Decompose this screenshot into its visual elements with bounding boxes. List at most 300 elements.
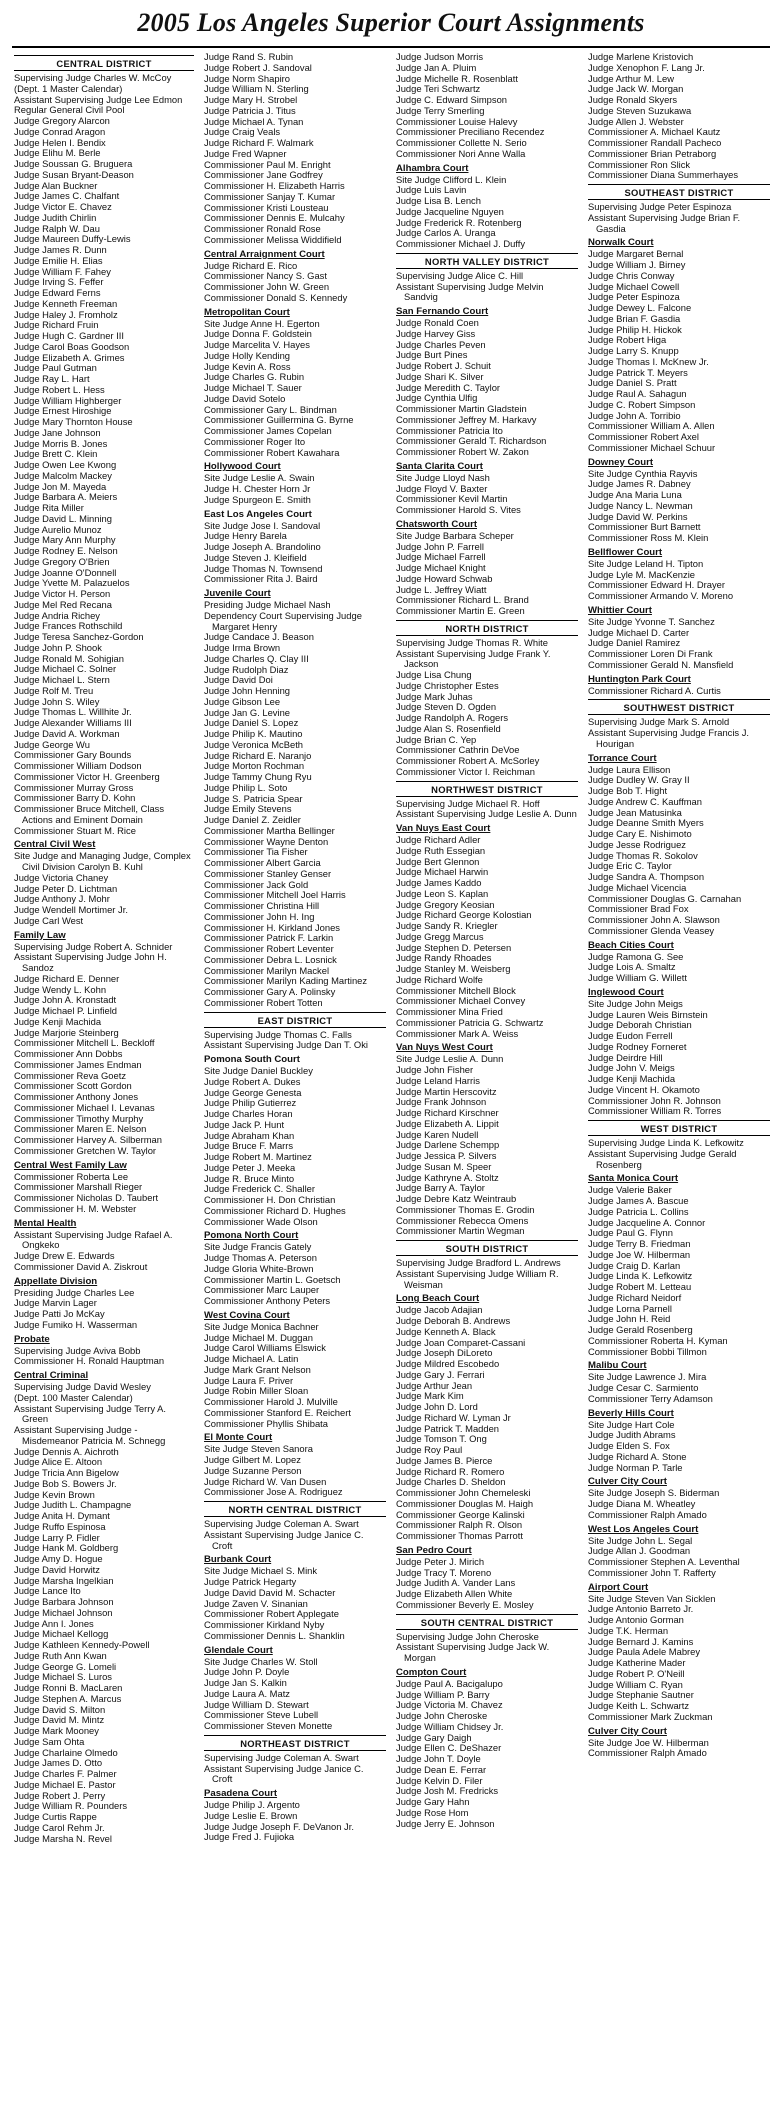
assignment-entry: Judge Mark Kim bbox=[396, 1390, 464, 1402]
court-group bbox=[396, 163, 578, 250]
assignment-entry: Commissioner Barry D. Kohn bbox=[14, 792, 136, 804]
assignment-entry: Judge Sam Ohta bbox=[14, 1735, 85, 1747]
assignment-entry: Judge Judson Morris bbox=[396, 52, 484, 62]
court-heading: San Fernando Court bbox=[396, 306, 489, 317]
assignment-entry: Judge Ellen C. DeShazer bbox=[396, 1742, 502, 1754]
assignment-entry: Judge Ramona G. See bbox=[588, 950, 684, 962]
assignment-entry: Judge Carl West bbox=[14, 914, 84, 926]
assignment-entry: Judge Jacob Adajian bbox=[396, 1304, 483, 1316]
assignment-entry: Judge Jessica P. Silvers bbox=[396, 1150, 497, 1161]
court-heading: Probate bbox=[14, 1333, 50, 1345]
assignment-list bbox=[14, 1172, 194, 1215]
assignment-entry: Judge Zaven V. Sinanian bbox=[204, 1597, 308, 1609]
assignment-entry: Commissioner H. Ronald Hauptman bbox=[14, 1355, 165, 1367]
assignment-entry: Commissioner Roberta H. Kyman bbox=[588, 1334, 728, 1346]
assignment-entry: Assistant Supervising Judge Lee Edmon bbox=[14, 93, 183, 105]
assignment-entry: Judge Dean E. Ferrar bbox=[396, 1763, 487, 1775]
assignment-entry: Supervising Judge Charles W. McCoy bbox=[14, 72, 172, 83]
assignment-entry: Commissioner Ann Dobbs bbox=[14, 1048, 123, 1059]
court-heading: Beverly Hills Court bbox=[588, 1407, 674, 1419]
assignment-entry: Judge Deirdre Hill bbox=[588, 1051, 663, 1063]
assignment-entry: Judge Michael Harwin bbox=[396, 866, 489, 878]
assignment-entry: Judge Linda K. Lefkowitz bbox=[588, 1270, 693, 1282]
assignment-entry: Judge Deborah B. Andrews bbox=[396, 1315, 511, 1326]
assignment-entry: Commissioner John R. Johnson bbox=[588, 1094, 721, 1106]
assignment-entry: Assistant Supervising Judge Melvin Sandvig bbox=[396, 280, 544, 303]
assignment-entry: Judge Richard Wolfe bbox=[396, 973, 483, 985]
district-heading: SOUTH DISTRICT bbox=[396, 1240, 578, 1256]
assignment-entry: Judge William F. Fahey bbox=[14, 265, 111, 277]
court-group bbox=[396, 306, 578, 458]
assignment-list bbox=[588, 249, 770, 453]
assignment-entry: Judge Michael E. Pastor bbox=[14, 1778, 116, 1790]
assignment-list bbox=[396, 1258, 578, 1290]
assignment-entry: Commissioner Gary Bounds bbox=[14, 749, 132, 761]
assignment-entry: Judge Gibson Lee bbox=[204, 695, 281, 707]
assignment-entry: Commissioner Nori Anne Walla bbox=[396, 147, 526, 159]
assignment-entry: (Dept. 100 Master Calendar) bbox=[14, 1391, 133, 1403]
assignment-entry: Commissioner Mitchell Block bbox=[396, 984, 516, 996]
assignment-list bbox=[588, 1372, 770, 1404]
assignment-entry: Judge Robert Higa bbox=[588, 334, 667, 346]
assignment-list bbox=[396, 799, 578, 821]
assignment-entry: Site Judge Hart Cole bbox=[588, 1418, 675, 1430]
assignment-entry: Judge David S. Milton bbox=[14, 1703, 106, 1715]
assignment-entry: Site Judge and Managing Judge, Complex Civil Division Carolyn B. Kuhl bbox=[14, 850, 191, 872]
assignment-entry: Judge Robert J. Schuit bbox=[396, 360, 491, 371]
assignment-entry: Assistant Supervising Judge William R. Weisman bbox=[396, 1267, 559, 1290]
assignment-entry: Judge Howard Schwab bbox=[396, 572, 493, 584]
assignment-entry: Site Judge Clifford L. Klein bbox=[396, 173, 507, 185]
assignment-entry: Supervising Judge Linda K. Lefkowitz bbox=[588, 1137, 744, 1148]
assignment-entry: Judge James A. Bascue bbox=[588, 1195, 689, 1206]
assignment-entry: Judge Owen Lee Kwong bbox=[14, 459, 117, 470]
assignment-entry: Judge Andria Richey bbox=[14, 609, 100, 621]
assignment-entry: Commissioner Richard L. Brand bbox=[396, 594, 529, 606]
assignment-entry: Assistant Supervising Judge Francis J. Hourigan bbox=[588, 727, 750, 749]
assignment-entry: Judge Paul A. Bacigalupo bbox=[396, 1677, 503, 1689]
assignment-entry: Commissioner Richard A. Curtis bbox=[588, 684, 721, 696]
assignment-entry: Judge Gregory Alarcon bbox=[14, 115, 110, 126]
assignment-entry: Judge Keith L. Schwartz bbox=[588, 1700, 690, 1711]
assignment-entry: Judge Aurelio Munoz bbox=[14, 523, 102, 535]
court-group bbox=[396, 823, 578, 1039]
court-group bbox=[204, 1230, 386, 1307]
assignment-entry: Judge Richard E. Denner bbox=[14, 972, 120, 984]
court-group bbox=[588, 547, 770, 602]
assignment-entry: Judge Donna F. Goldstein bbox=[204, 328, 312, 340]
assignment-entry: Commissioner Wayne Denton bbox=[204, 835, 329, 847]
assignment-entry: Judge Alan S. Rosenfield bbox=[396, 722, 501, 734]
assignment-entry: Judge T.K. Herman bbox=[588, 1624, 669, 1636]
assignment-entry: Judge C. Edward Simpson bbox=[396, 94, 507, 105]
assignment-entry: Judge Jane Johnson bbox=[14, 426, 101, 438]
assignment-entry: Judge William D. Stewart bbox=[204, 1698, 309, 1710]
assignment-entry: Commissioner Diana Summerhayes bbox=[588, 169, 739, 181]
assignment-entry: Commissioner Rebecca Omens bbox=[396, 1214, 529, 1226]
assignment-entry: Judge David Sotelo bbox=[204, 392, 286, 404]
assignment-entry: Judge Irving S. Feffer bbox=[14, 276, 104, 288]
assignment-entry: Judge Bruce F. Marrs bbox=[204, 1140, 294, 1152]
assignment-entry: Site Judge Steven Sanora bbox=[204, 1443, 313, 1455]
assignment-entry: Judge James B. Pierce bbox=[396, 1454, 493, 1466]
assignment-entry: Commissioner Nicholas D. Taubert bbox=[14, 1192, 159, 1203]
assignment-entry: Supervising Judge Alice C. Hill bbox=[396, 269, 524, 281]
assignment-entry: Judge John Fisher bbox=[396, 1064, 474, 1075]
court-group bbox=[204, 52, 386, 246]
assignment-entry: Judge Suzanne Person bbox=[204, 1464, 302, 1476]
assignment-entry: Site Judge Yvonne T. Sanchez bbox=[588, 615, 715, 627]
assignment-entry: Site Judge Charles W. Stoll bbox=[204, 1655, 318, 1667]
assignment-entry: Judge Teresa Sanchez-Gordon bbox=[14, 631, 144, 642]
assignment-entry: Commissioner Louise Halevy bbox=[396, 115, 518, 127]
assignment-entry: Judge Mary Thornton House bbox=[14, 416, 133, 427]
assignment-entry: Commissioner Maren E. Nelson bbox=[14, 1123, 147, 1135]
assignment-entry: Judge Margaret Bernal bbox=[588, 248, 684, 260]
assignment-entry: Judge Alice E. Altoon bbox=[14, 1456, 103, 1468]
assignment-entry: Judge Emilie H. Elias bbox=[14, 254, 103, 266]
assignment-entry: Commissioner Stanford E. Reichert bbox=[204, 1406, 351, 1418]
assignment-entry: Commissioner Steve Lubell bbox=[204, 1709, 319, 1721]
assignment-list bbox=[204, 600, 386, 1009]
court-heading: West Covina Court bbox=[204, 1309, 290, 1321]
assignment-entry: Commissioner Phyllis Shibata bbox=[204, 1417, 329, 1429]
assignment-entry: Judge Meredith C. Taylor bbox=[396, 381, 501, 393]
assignment-entry: Judge Steven Suzukawa bbox=[588, 104, 692, 116]
assignment-entry: Judge Gregg Marcus bbox=[396, 930, 484, 942]
assignment-entry: Judge Patrick T. Madden bbox=[396, 1422, 500, 1434]
assignment-entry: Commissioner Robert Applegate bbox=[204, 1608, 339, 1620]
assignment-entry: Judge Michelle R. Rosenblatt bbox=[396, 72, 518, 84]
assignment-entry: Judge Brian C. Yep bbox=[396, 733, 477, 745]
assignment-entry: Assistant Supervising Judge Rafael A. Ongkeko bbox=[14, 1228, 173, 1251]
assignment-entry: Commissioner Ross M. Klein bbox=[588, 532, 709, 543]
assignment-entry: Commissioner Sanjay T. Kumar bbox=[204, 190, 336, 202]
assignment-entry: Judge Jerry E. Johnson bbox=[396, 1817, 495, 1829]
assignment-entry: Commissioner Thomas E. Grodin bbox=[396, 1203, 535, 1215]
assignment-entry: Judge Mark Grant Nelson bbox=[204, 1363, 311, 1375]
assignment-entry: Judge Paul Gutman bbox=[14, 362, 97, 374]
assignment-entry: Judge Veronica McBeth bbox=[204, 738, 304, 750]
assignment-entry: Judge Helen I. Bendix bbox=[14, 136, 106, 148]
assignment-entry: Commissioner Timothy Murphy bbox=[14, 1112, 144, 1124]
assignment-entry: Judge Mark Juhas bbox=[396, 690, 473, 702]
assignment-entry: Judge Marsha N. Revel bbox=[14, 1832, 112, 1844]
assignment-list bbox=[396, 1679, 578, 1830]
assignment-entry: Judge Norm Shapiro bbox=[204, 72, 290, 84]
assignment-entry: Judge Daniel S. Lopez bbox=[204, 717, 299, 729]
assignment-list bbox=[204, 1657, 386, 1732]
assignment-entry: Commissioner Gerald N. Mansfield bbox=[588, 658, 734, 670]
assignment-entry: Judge Tomson T. Ong bbox=[396, 1433, 487, 1445]
assignment-list bbox=[14, 73, 194, 836]
district-heading: NORTH VALLEY DISTRICT bbox=[396, 253, 578, 269]
assignment-entry: Commissioner Collette N. Serio bbox=[396, 137, 527, 148]
assignment-entry: Site Judge Francis Gately bbox=[204, 1241, 312, 1253]
assignment-list bbox=[588, 717, 770, 749]
assignment-entry: Commissioner Harvey A. Silberman bbox=[14, 1134, 162, 1145]
assignment-entry: Judge Philip K. Mautino bbox=[204, 728, 303, 739]
assignment-entry: Judge Michael Knight bbox=[396, 562, 486, 573]
assignment-entry: Commissioner Robert Kawahara bbox=[204, 446, 340, 458]
district-heading: NORTH DISTRICT bbox=[396, 620, 578, 636]
assignment-entry: Judge Laura A. Matz bbox=[204, 1687, 290, 1699]
assignment-entry: Judge Patti Jo McKay bbox=[14, 1308, 105, 1319]
assignment-entry: Judge Ronni B. MacLaren bbox=[14, 1682, 123, 1693]
assignment-list bbox=[14, 1288, 194, 1331]
assignment-entry: Judge James C. Chalfant bbox=[14, 190, 120, 202]
assignment-entry: Judge Ann I. Jones bbox=[14, 1617, 94, 1629]
assignment-entry: Commissioner Gretchen W. Taylor bbox=[14, 1144, 157, 1156]
assignment-entry: Assistant Supervising Judge Leslie A. Dunn bbox=[396, 808, 577, 820]
court-group bbox=[204, 461, 386, 505]
assignment-entry: Judge Marlene Kristovich bbox=[588, 52, 694, 62]
court-heading: Huntington Park Court bbox=[588, 673, 691, 685]
assignment-entry: Judge Joseph A. Brandolino bbox=[204, 541, 321, 552]
assignment-entry: Regular General Civil Pool bbox=[14, 104, 125, 116]
assignment-entry: Judge Bob T. Hight bbox=[588, 785, 668, 796]
assignment-entry: Commissioner John H. Ing bbox=[204, 910, 315, 922]
assignment-entry: Supervising Judge Bradford L. Andrews bbox=[396, 1257, 561, 1268]
assignment-entry: Commissioner Patricia G. Schwartz bbox=[396, 1016, 544, 1028]
court-heading: Pasadena Court bbox=[204, 1788, 278, 1799]
assignment-entry: Judge Brett C. Klein bbox=[14, 448, 98, 460]
court-group bbox=[14, 1370, 194, 1844]
assignment-entry: Commissioner John W. Green bbox=[204, 281, 330, 292]
assignment-entry: Commissioner Patricia Ito bbox=[396, 424, 503, 436]
assignment-entry: Judge David Doi bbox=[204, 674, 273, 686]
assignment-entry: Judge Tracy T. Moreno bbox=[396, 1566, 492, 1578]
assignment-list bbox=[588, 617, 770, 671]
assignment-entry: Commissioner Harold J. Mulville bbox=[204, 1396, 338, 1407]
assignment-entry: Commissioner Mitchell Joel Harris bbox=[204, 889, 346, 901]
assignment-entry: Judge John V. Meigs bbox=[588, 1062, 675, 1074]
court-heading: Bellflower Court bbox=[588, 546, 663, 558]
court-group bbox=[396, 1042, 578, 1237]
court-group bbox=[204, 1788, 386, 1843]
assignment-entry: Commissioner Edward H. Drayer bbox=[588, 579, 726, 591]
assignment-entry: Judge Curtis Rappe bbox=[14, 1811, 97, 1822]
assignment-list bbox=[396, 1054, 578, 1237]
assignment-entry: Judge Michael D. Carter bbox=[588, 626, 690, 638]
assignment-entry: Judge Rudolph Diaz bbox=[204, 663, 289, 675]
assignment-entry: Assistant Supervising Judge - Misdemeanor Patricia M. Schnegg bbox=[14, 1424, 166, 1446]
assignment-entry: Supervising Judge Thomas R. White bbox=[396, 636, 548, 648]
assignment-list bbox=[396, 531, 578, 617]
assignment-entry: Site Judge John L. Segal bbox=[588, 1534, 693, 1546]
assignment-entry: Commissioner Melissa Widdifield bbox=[204, 233, 342, 245]
assignment-entry: Judge Kevin Brown bbox=[14, 1488, 95, 1500]
assignment-entry: Judge Jan A. Pluim bbox=[396, 61, 477, 73]
district-heading: SOUTH CENTRAL DISTRICT bbox=[396, 1614, 578, 1630]
assignment-entry: Judge Charles Peven bbox=[396, 338, 486, 350]
court-heading: Central Civil West bbox=[14, 839, 96, 851]
assignment-entry: Commissioner Loren Di Frank bbox=[588, 648, 713, 659]
page-title: 2005 Los Angeles Superior Court Assignments bbox=[137, 8, 645, 37]
assignment-entry: Site Judge Jose I. Sandoval bbox=[204, 519, 321, 531]
court-heading: Pomona South Court bbox=[204, 1054, 300, 1065]
assignment-entry: Judge Victoria M. Chavez bbox=[396, 1699, 503, 1711]
assignment-entry: Commissioner Patrick F. Larkin bbox=[204, 932, 334, 944]
assignment-entry: Commissioner Albert Garcia bbox=[204, 857, 321, 868]
assignment-list bbox=[588, 1738, 770, 1760]
district-heading: SOUTHEAST DISTRICT bbox=[588, 184, 770, 200]
assignment-entry: Commissioner Brad Fox bbox=[588, 903, 689, 915]
assignment-entry: Judge Dennis A. Aichroth bbox=[14, 1445, 119, 1457]
assignment-entry: Judge Morris B. Jones bbox=[14, 437, 108, 449]
assignment-list bbox=[588, 1594, 770, 1723]
assignment-entry: Commissioner Robert Leventer bbox=[204, 943, 334, 954]
assignment-entry: Judge Sandra A. Thompson bbox=[588, 871, 705, 882]
assignment-entry: Judge Terry Smerling bbox=[396, 104, 485, 116]
assignment-entry: Judge Kathryne A. Stoltz bbox=[396, 1171, 499, 1183]
court-group bbox=[588, 457, 770, 544]
assignment-entry: Judge Roy Paul bbox=[396, 1444, 463, 1455]
assignment-entry: Supervising Judge Peter Espinoza bbox=[588, 201, 732, 212]
assignment-entry: Commissioner Gerald T. Richardson bbox=[396, 435, 547, 447]
assignment-entry: Commissioner Steven Monette bbox=[204, 1720, 333, 1731]
assignment-entry: Judge Fred Wapner bbox=[204, 147, 287, 159]
assignment-entry: Commissioner William A. Allen bbox=[588, 420, 715, 432]
assignment-entry: Judge Anthony J. Mohr bbox=[14, 893, 110, 905]
assignment-list bbox=[396, 175, 578, 250]
assignment-entry: Judge Daniel Z. Zeidler bbox=[204, 814, 301, 825]
court-group bbox=[14, 73, 194, 836]
assignment-entry: Judge Rose Hom bbox=[396, 1806, 469, 1818]
assignment-entry: Judge Steven J. Kleifield bbox=[204, 551, 307, 563]
assignment-entry: Judge Shari K. Silver bbox=[396, 370, 484, 382]
assignment-entry: Judge Michael T. Sauer bbox=[204, 382, 302, 393]
assignment-entry: Judge Michael L. Stern bbox=[14, 674, 110, 685]
court-group bbox=[204, 1054, 386, 1227]
assignment-entry: Judge George Genesta bbox=[204, 1086, 302, 1098]
assignment-entry: Judge Robert J. Perry bbox=[14, 1789, 106, 1801]
assignment-entry: Judge Susan Bryant-Deason bbox=[14, 168, 134, 180]
assignment-entry: Judge Marsha Ingelkian bbox=[14, 1574, 114, 1586]
assignment-entry: Commissioner David A. Ziskrout bbox=[14, 1260, 148, 1272]
assignment-entry: Commissioner Armando V. Moreno bbox=[588, 590, 734, 601]
assignment-entry: Judge Michael A. Tynan bbox=[204, 115, 304, 127]
assignment-entry: Judge Rodney Forneret bbox=[588, 1040, 687, 1052]
assignment-entry: Judge Barbara A. Meiers bbox=[14, 491, 118, 503]
column-4 bbox=[588, 52, 770, 2104]
assignment-entry: Judge H. Chester Horn Jr bbox=[204, 483, 311, 494]
assignment-entry: Commissioner Kevil Martin bbox=[396, 493, 508, 505]
assignment-entry: Commissioner Bobbi Tillmon bbox=[588, 1345, 707, 1357]
court-heading: Appellate Division bbox=[14, 1275, 98, 1287]
assignment-list bbox=[588, 765, 770, 937]
assignment-entry: Assistant Supervising Judge Dan T. Oki bbox=[204, 1039, 368, 1051]
assignment-entry: Commissioner Murray Gross bbox=[14, 781, 134, 793]
assignment-entry: Commissioner Robert Axel bbox=[588, 431, 699, 442]
assignment-entry: Judge Mark Mooney bbox=[14, 1725, 99, 1736]
assignment-entry: Judge Stanley M. Weisberg bbox=[396, 963, 511, 974]
assignment-entry: (Dept. 1 Master Calendar) bbox=[14, 82, 123, 94]
assignment-entry: Commissioner Victor H. Greenberg bbox=[14, 770, 160, 782]
assignment-entry: Site Judge Joseph S. Biderman bbox=[588, 1487, 720, 1499]
assignment-list bbox=[396, 638, 578, 778]
assignment-entry: Judge Spurgeon E. Smith bbox=[204, 493, 311, 505]
court-group bbox=[204, 509, 386, 586]
assignment-entry: Judge Robert A. Dukes bbox=[204, 1075, 301, 1087]
assignment-entry: Judge Jacqueline Nguyen bbox=[396, 205, 504, 217]
assignment-entry: Judge S. Patricia Spear bbox=[204, 792, 303, 804]
court-heading: Hollywood Court bbox=[204, 461, 281, 473]
assignment-entry: Commissioner Robert W. Zakon bbox=[396, 446, 529, 457]
assignment-entry: Judge John S. Wiley bbox=[14, 695, 100, 707]
court-group bbox=[588, 1173, 770, 1357]
assignment-entry: Judge Richard W. Van Dusen bbox=[204, 1475, 327, 1487]
assignment-entry: Assistant Supervising Judge Gerald Rosenberg bbox=[588, 1147, 737, 1170]
assignment-entry: Judge Thomas L. Willhite Jr. bbox=[14, 706, 132, 718]
assignment-entry: Judge Michael S. Luros bbox=[14, 1671, 112, 1683]
assignment-entry: Judge Peter J. Meeka bbox=[204, 1161, 296, 1173]
assignment-entry: Judge Mary H. Strobel bbox=[204, 94, 298, 105]
district-heading: CENTRAL DISTRICT bbox=[14, 55, 194, 71]
assignment-entry: Judge Mel Red Recana bbox=[14, 598, 112, 610]
assignment-entry: Judge William G. Willett bbox=[588, 972, 687, 983]
assignment-entry: Judge Patricia L. Collins bbox=[588, 1205, 689, 1217]
assignment-entry: Site Judge Lawrence J. Mira bbox=[588, 1371, 707, 1383]
assignment-entry: Judge Ralph W. Dau bbox=[14, 222, 100, 234]
assignment-entry: Commissioner Douglas G. Carnahan bbox=[588, 892, 742, 904]
assignment-entry: Judge Lois A. Smaltz bbox=[588, 961, 676, 973]
assignment-entry: Judge Michael Vicencia bbox=[588, 881, 687, 893]
assignment-entry: Judge Ruth Ann Kwan bbox=[14, 1649, 107, 1661]
assignment-entry: Judge Maureen Duffy-Lewis bbox=[14, 233, 131, 245]
assignment-entry: Judge Jesse Rodriguez bbox=[588, 838, 686, 850]
assignment-entry: Judge Conrad Aragon bbox=[14, 125, 106, 137]
assignment-entry: Judge C. Robert Simpson bbox=[588, 398, 696, 410]
assignment-entry: Judge Bernard J. Kamins bbox=[588, 1635, 694, 1647]
assignment-list bbox=[204, 473, 386, 505]
assignment-entry: Judge Judge Joseph F. DeVanon Jr. bbox=[204, 1820, 354, 1832]
assignment-entry: Judge Richard F. Walmark bbox=[204, 137, 314, 148]
assignment-entry: Judge Kenji Machida bbox=[588, 1073, 676, 1084]
court-heading: West Los Angeles Court bbox=[588, 1523, 699, 1535]
court-group bbox=[396, 799, 578, 821]
assignment-entry: Judge Kevin A. Ross bbox=[204, 360, 291, 372]
assignment-list bbox=[396, 835, 578, 1039]
assignment-entry: Judge Craig D. Karlan bbox=[588, 1259, 681, 1271]
court-group bbox=[396, 638, 578, 778]
court-heading: Compton Court bbox=[396, 1666, 467, 1678]
assignment-entry: Commissioner Burt Barnett bbox=[588, 521, 701, 533]
assignment-entry: Commissioner H. Kirkland Jones bbox=[204, 921, 340, 933]
assignment-entry: Site Judge Michael S. Mink bbox=[204, 1565, 318, 1577]
assignment-entry: Judge Frederick R. Rotenberg bbox=[396, 216, 522, 228]
assignment-entry: Commissioner Cathrin DeVoe bbox=[396, 744, 520, 756]
assignment-list bbox=[396, 271, 578, 303]
assignment-entry: Commissioner Richard D. Hughes bbox=[204, 1204, 346, 1216]
assignment-entry: Judge Ronald Skyers bbox=[588, 94, 678, 105]
assignment-entry: Commissioner Rita J. Baird bbox=[204, 573, 318, 585]
court-group bbox=[396, 271, 578, 303]
assignment-entry: Judge Ronald Coen bbox=[396, 317, 479, 328]
assignment-entry: Judge Ernest Hiroshige bbox=[14, 405, 112, 417]
assignment-entry: Commissioner Stephen A. Leventhal bbox=[588, 1556, 740, 1567]
assignment-entry: Commissioner Thomas Parrott bbox=[396, 1530, 523, 1541]
assignment-list bbox=[588, 52, 770, 181]
assignment-entry: Commissioner Ronald Rose bbox=[204, 223, 321, 234]
assignment-entry: Judge Kenneth A. Black bbox=[396, 1325, 496, 1337]
assignment-entry: Judge Judith Abrams bbox=[588, 1429, 676, 1441]
assignment-entry: Commissioner Paul M. Enright bbox=[204, 158, 331, 170]
assignment-entry: Commissioner H. Don Christian bbox=[204, 1194, 336, 1205]
assignment-entry: Judge David David M. Schacter bbox=[204, 1586, 336, 1598]
court-group bbox=[204, 1432, 386, 1498]
assignment-entry: Judge Steven D. Ogden bbox=[396, 701, 497, 713]
